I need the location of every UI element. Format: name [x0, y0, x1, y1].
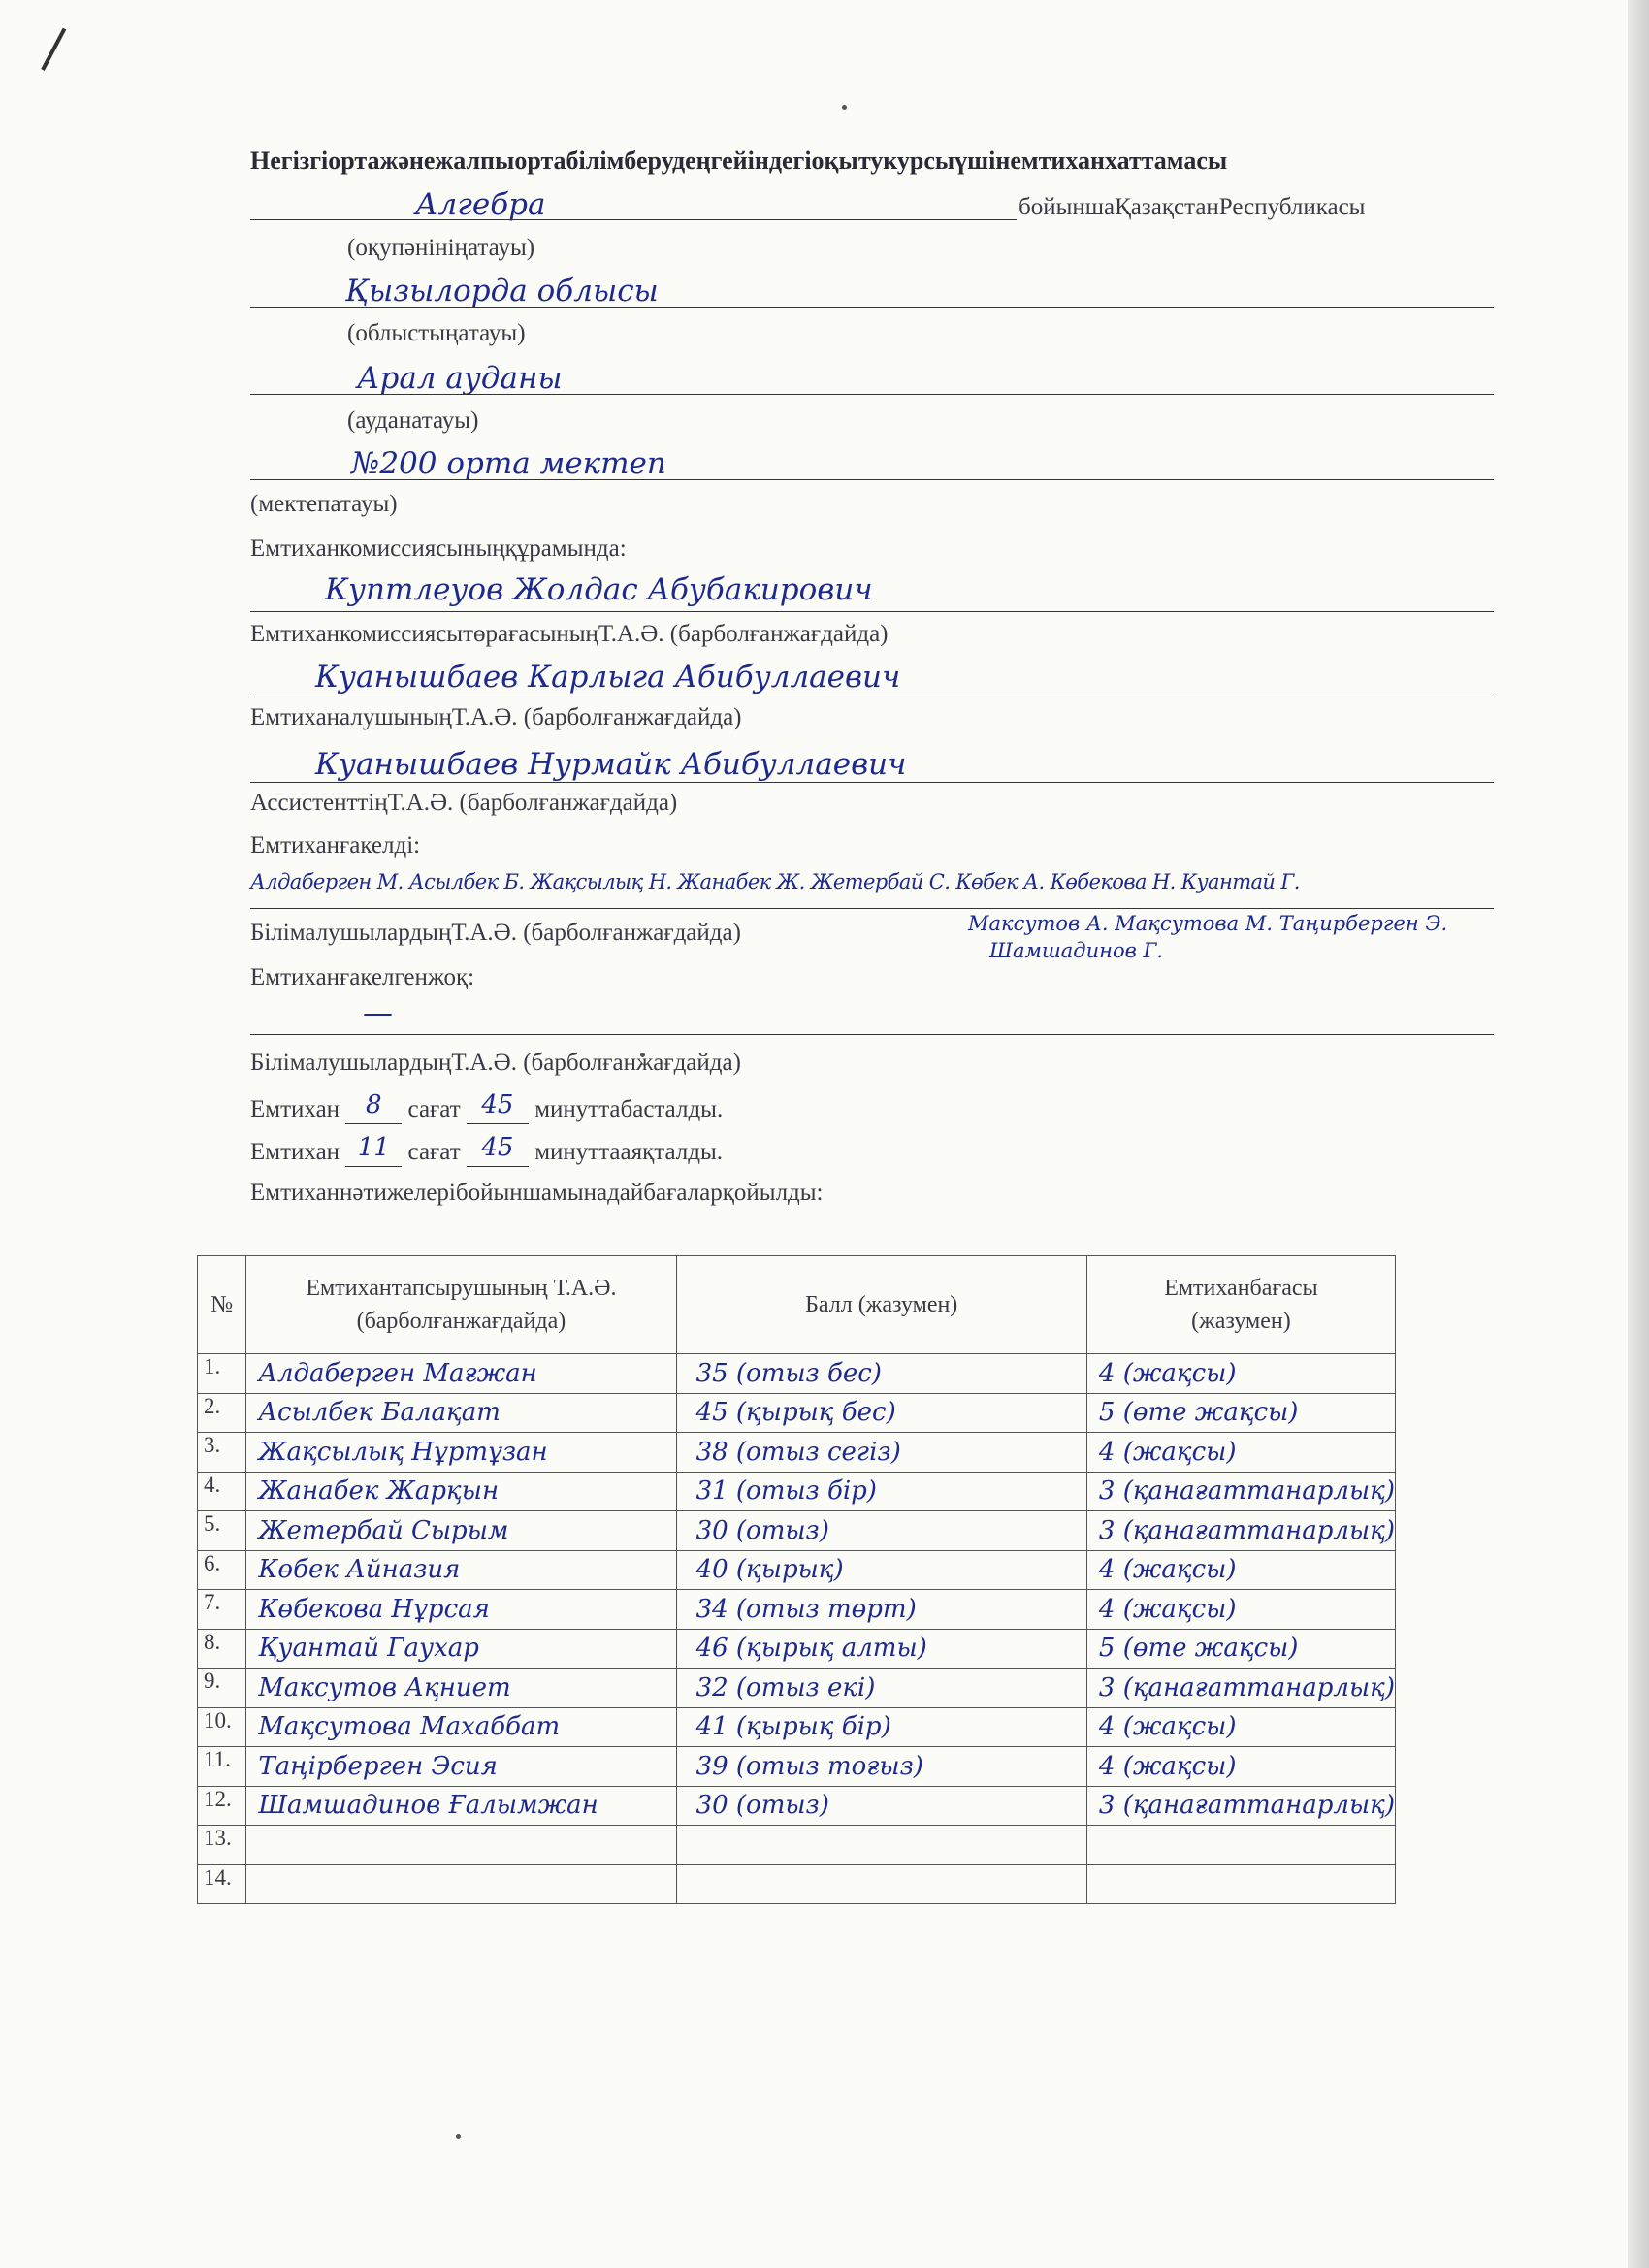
subject-line [250, 219, 1017, 220]
score-cell: 45 (қырық бес) [676, 1393, 1086, 1433]
scan-dot [456, 2134, 461, 2139]
row-number: 7. [198, 1590, 246, 1630]
examiner-label: ЕмтиханалушыныңТ.А.Ә. (барболғанжағдайда) [250, 704, 742, 730]
row-number: 1. [198, 1354, 246, 1394]
table-row [198, 1669, 1396, 1708]
start-hour-word: сағат [407, 1096, 461, 1122]
score-cell: 39 (отыз тоғыз) [676, 1747, 1086, 1787]
grade-cell: 5 (өте жақсы) [1086, 1393, 1395, 1433]
score-cell: 41 (қырық бір) [676, 1707, 1086, 1747]
grade-cell: 4 (жақсы) [1086, 1590, 1395, 1630]
subject-label: (оқупәнініңатауы) [347, 235, 535, 261]
row-number: 8. [198, 1629, 246, 1669]
results-intro: Емтиханнәтижелерібойыншамынадайбағаларқойылды: [250, 1180, 824, 1206]
table-row [198, 1786, 1396, 1826]
school-line [250, 479, 1494, 480]
row-number: 11. [198, 1747, 246, 1787]
document-title: Негізгіортажәнежалпыортабілімберудеңгейіндегіоқытукурсыүшінемтиханхаттамасы [250, 146, 1228, 175]
grade-cell: 4 (жақсы) [1086, 1747, 1395, 1787]
table-row [198, 1747, 1396, 1787]
start-time-row [250, 1090, 724, 1124]
table-row [198, 1393, 1396, 1433]
subject-suffix: бойыншаҚазақстанРеспубликасы [1018, 194, 1366, 220]
row-number: 12. [198, 1786, 246, 1826]
student-name: Жанабек Жарқын [246, 1472, 676, 1511]
end-minute: 45 [481, 1133, 514, 1162]
absent-label: Емтиханғакелгенжоқ: [250, 964, 475, 990]
table-row [198, 1550, 1396, 1590]
came-students-line1: Алдаберген М. Асылбек Б. Жақсылық Н. Жанабек Ж. Жетербай С. Көбек А. Көбекова Н. Куантай Г. [250, 870, 1300, 893]
student-name: Шамшадинов Ғалымжан [246, 1786, 676, 1826]
start-hour-field [345, 1090, 402, 1124]
student-name: Жақсылық Нұртұзан [246, 1433, 676, 1473]
student-name [246, 1864, 676, 1904]
score-cell: 31 (отыз бір) [676, 1472, 1086, 1511]
col-num-header: № [198, 1256, 246, 1354]
grade-cell: 3 (қанағаттанарлық) [1086, 1786, 1395, 1826]
student-name: Көбек Айназия [246, 1550, 676, 1590]
col-score-header: Балл (жазумен) [676, 1256, 1086, 1354]
score-cell: 38 (отыз сегіз) [676, 1433, 1086, 1473]
grade-cell [1086, 1826, 1395, 1865]
start-hour: 8 [366, 1090, 382, 1119]
region-label: (облыстыңатауы) [347, 320, 526, 346]
col-grade-header: Емтиханбағасы (жазумен) [1086, 1256, 1395, 1354]
scan-dot [842, 105, 847, 110]
assistant-value: Куанышбаев Нурмайк Абибуллаевич [315, 747, 907, 782]
grade-cell: 3 (қанағаттанарлық) [1086, 1472, 1395, 1511]
table-row [198, 1707, 1396, 1747]
grade-cell: 5 (өте жақсы) [1086, 1629, 1395, 1669]
district-value: Арал ауданы [357, 361, 563, 396]
chair-value: Куптлеуов Жолдас Абубакирович [325, 572, 873, 607]
commission-intro: Емтиханкомиссиясыныңқұрамында: [250, 535, 627, 562]
region-value: Қызылорда облысы [345, 274, 659, 308]
grade-cell: 4 (жақсы) [1086, 1707, 1395, 1747]
score-cell: 46 (қырық алты) [676, 1629, 1086, 1669]
table-row [198, 1629, 1396, 1669]
district-label: (ауданатауы) [347, 407, 479, 434]
absent-line [250, 1034, 1494, 1035]
table-header-row [198, 1256, 1396, 1354]
start-minute-field [467, 1090, 529, 1124]
table-row [198, 1826, 1396, 1865]
table-row [198, 1472, 1396, 1511]
pen-mark [41, 28, 66, 71]
row-number: 10. [198, 1707, 246, 1747]
table-row [198, 1864, 1396, 1904]
score-cell [676, 1864, 1086, 1904]
came-students-label: БілімалушылардыңТ.А.Ә. (барболғанжағдайда) [250, 920, 741, 946]
assistant-label: АссистенттіңТ.А.Ә. (барболғанжағдайда) [250, 790, 678, 816]
came-students-line2a: Максутов А. Мақсутова М. Таңирберген Э. [968, 912, 1448, 935]
col-name-header: Емтихантапсырушының Т.А.Ә. (барболғанжағдайда) [246, 1256, 676, 1354]
row-number: 6. [198, 1550, 246, 1590]
row-number: 13. [198, 1826, 246, 1865]
scan-edge [1628, 0, 1649, 2268]
table-row [198, 1511, 1396, 1551]
absent-value: — [363, 995, 393, 1030]
student-name [246, 1826, 676, 1865]
end-time-row [250, 1133, 724, 1167]
student-name: Жетербай Сырым [246, 1511, 676, 1551]
chair-label: ЕмтиханкомиссиясытөрағасыныңТ.А.Ә. (барболғанжағдайда) [250, 621, 889, 647]
grade-cell [1086, 1864, 1395, 1904]
table-row [198, 1433, 1396, 1473]
subject-value: Алгебра [415, 187, 546, 222]
results-table [197, 1255, 1396, 1904]
score-cell: 35 (отыз бес) [676, 1354, 1086, 1394]
student-name: Мақсутова Махаббат [246, 1707, 676, 1747]
score-cell [676, 1826, 1086, 1865]
district-line [250, 394, 1494, 395]
school-value: №200 орта мектеп [351, 446, 666, 481]
end-hour-word: сағат [407, 1139, 461, 1165]
row-number: 2. [198, 1393, 246, 1433]
examiner-value: Куанышбаев Карлыга Абибуллаевич [315, 660, 901, 695]
student-name: Асылбек Балақат [246, 1393, 676, 1433]
grade-cell: 4 (жақсы) [1086, 1550, 1395, 1590]
score-cell: 34 (отыз төрт) [676, 1590, 1086, 1630]
student-name: Қуантай Гаухар [246, 1629, 676, 1669]
score-cell: 40 (қырық) [676, 1550, 1086, 1590]
score-cell: 32 (отыз екі) [676, 1669, 1086, 1708]
grade-cell: 3 (қанағаттанарлық) [1086, 1511, 1395, 1551]
table-row [198, 1354, 1396, 1394]
score-cell: 30 (отыз) [676, 1511, 1086, 1551]
end-minute-field [467, 1133, 529, 1167]
end-suffix: минуттааяқталды. [534, 1139, 724, 1165]
came-line [250, 908, 1494, 909]
student-name: Максутов Ақниет [246, 1669, 676, 1708]
school-label: (мектепатауы) [250, 491, 398, 517]
start-minute: 45 [481, 1090, 514, 1119]
end-prefix: Емтихан [250, 1139, 340, 1165]
end-hour-field [345, 1133, 402, 1167]
row-number: 4. [198, 1472, 246, 1511]
end-hour: 11 [357, 1133, 390, 1162]
came-label: Емтиханғакелді: [250, 832, 421, 859]
row-number: 3. [198, 1433, 246, 1473]
table-row [198, 1590, 1396, 1630]
chair-line [250, 611, 1494, 612]
student-name: Таңірберген Эсия [246, 1747, 676, 1787]
row-number: 14. [198, 1864, 246, 1904]
assistant-line [250, 782, 1494, 783]
grade-cell: 4 (жақсы) [1086, 1433, 1395, 1473]
came-students-line2b: Шамшадинов Г. [989, 939, 1164, 962]
score-cell: 30 (отыз) [676, 1786, 1086, 1826]
student-name: Алдаберген Мағжан [246, 1354, 676, 1394]
start-prefix: Емтихан [250, 1096, 340, 1122]
row-number: 5. [198, 1511, 246, 1551]
start-suffix: минуттабасталды. [534, 1096, 724, 1122]
grade-cell: 4 (жақсы) [1086, 1354, 1395, 1394]
results-body [198, 1354, 1396, 1904]
absent-students-label: БілімалушылардыңТ.А.Ә. (барболғанжағдайда) [250, 1050, 741, 1076]
student-name: Көбекова Нұрсая [246, 1590, 676, 1630]
region-line [250, 307, 1494, 308]
grade-cell: 3 (қанағаттанарлық) [1086, 1669, 1395, 1708]
row-number: 9. [198, 1669, 246, 1708]
